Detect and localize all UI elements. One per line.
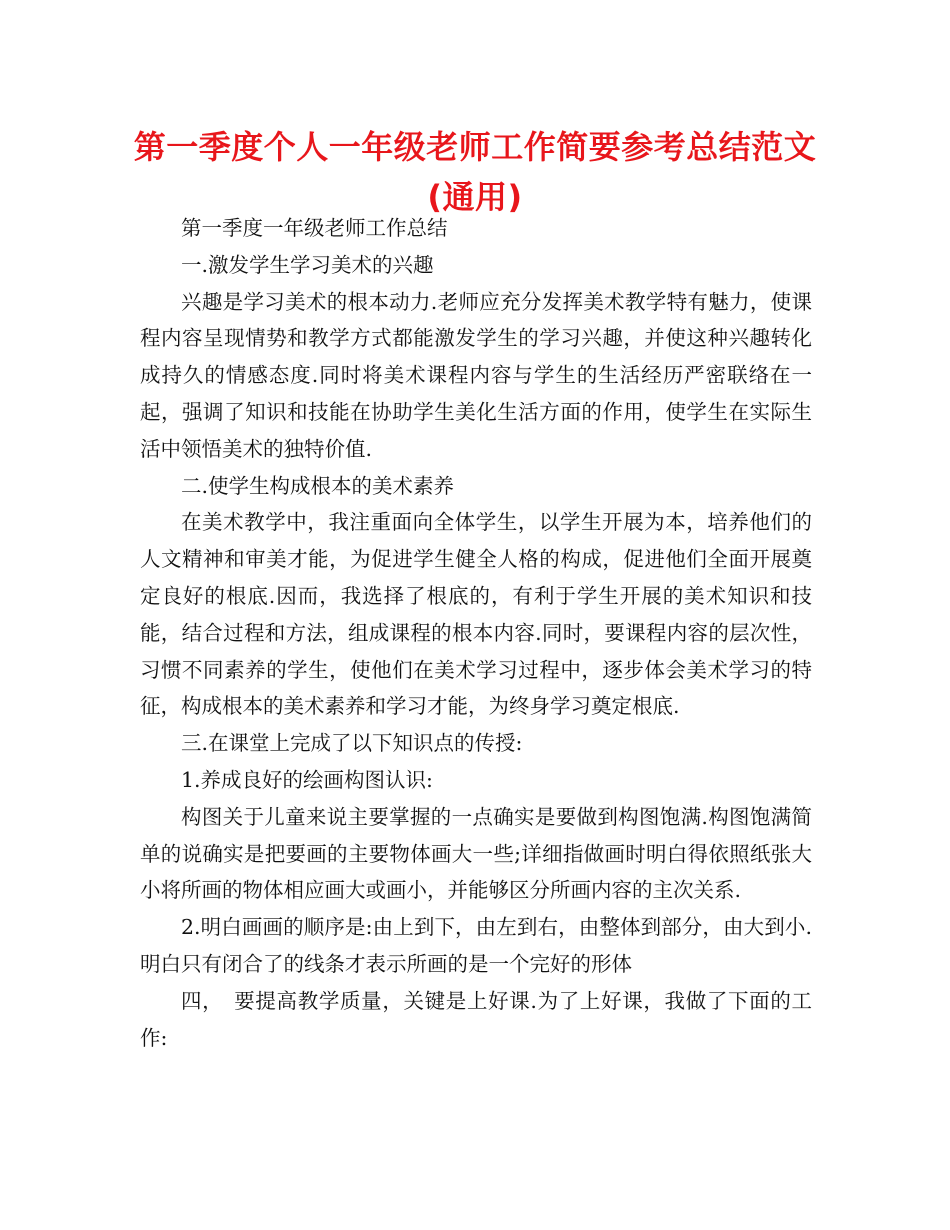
body-paragraph: 在美术教学中，我注重面向全体学生，以学生开展为本，培养他们的人文精神和审美才能，为促进学生健全人格的构成，促进他们全面开展奠定良好的根底.因而，我选择了根底的，有利于学生开展的美术知识和技能，结合过程和方法，组成课程的根本内容.同时，要课程内容的层次性，习惯不同素养的学生，使他们在美术学习过程中，逐步体会美术学习的特征，构成根本的美术素养和学习才能，为终身学习奠定根底. [140,510,812,719]
document-title [120,122,830,222]
section-heading-3: 三.在课堂上完成了以下知识点的传授: [181,731,523,756]
body-paragraph: 兴趣是学习美术的根本动力.老师应充分发挥美术教学特有魅力，使课程内容呈现情势和教学方式都能激发学生的学习兴趣，并使这种兴趣转化成持久的情感态度.同时将美术课程内容与学生的生活经历严密联络在一起，强调了知识和技能在协助学生美化生活方面的作用，使学生在实际生活中领悟美术的独特价值. [140,289,812,461]
body-paragraph: 构图关于儿童来说主要掌握的一点确实是要做到构图饱满.构图饱满简单的说确实是把要画的主要物体画大一些;详细指做画时明白得依照纸张大小将所画的物体相应画大或画小，并能够区分所画内容的主次关系. [140,804,812,903]
section-heading-1: 一.激发学生学习美术的兴趣 [181,252,434,277]
list-item-heading: 1.养成良好的绘画构图认识: [181,767,433,792]
list-item-paragraph: 2.明白画画的顺序是:由上到下，由左到右，由整体到部分，由大到小.明白只有闭合了的线条才表示所画的是一个完好的形体 [140,915,812,976]
subtitle-paragraph: 第一季度一年级老师工作总结 [181,216,448,240]
title-line-1: 第一季度个人一年级老师工作简要参考总结范文 [133,128,817,166]
title-line-2: (通用) [427,178,523,216]
document-body [140,210,812,1056]
section-heading-2: 二.使学生构成根本的美术素养 [181,473,455,498]
section-heading-4: 四， 要提高教学质量，关键是上好课.为了上好课，我做了下面的工作: [140,988,812,1050]
